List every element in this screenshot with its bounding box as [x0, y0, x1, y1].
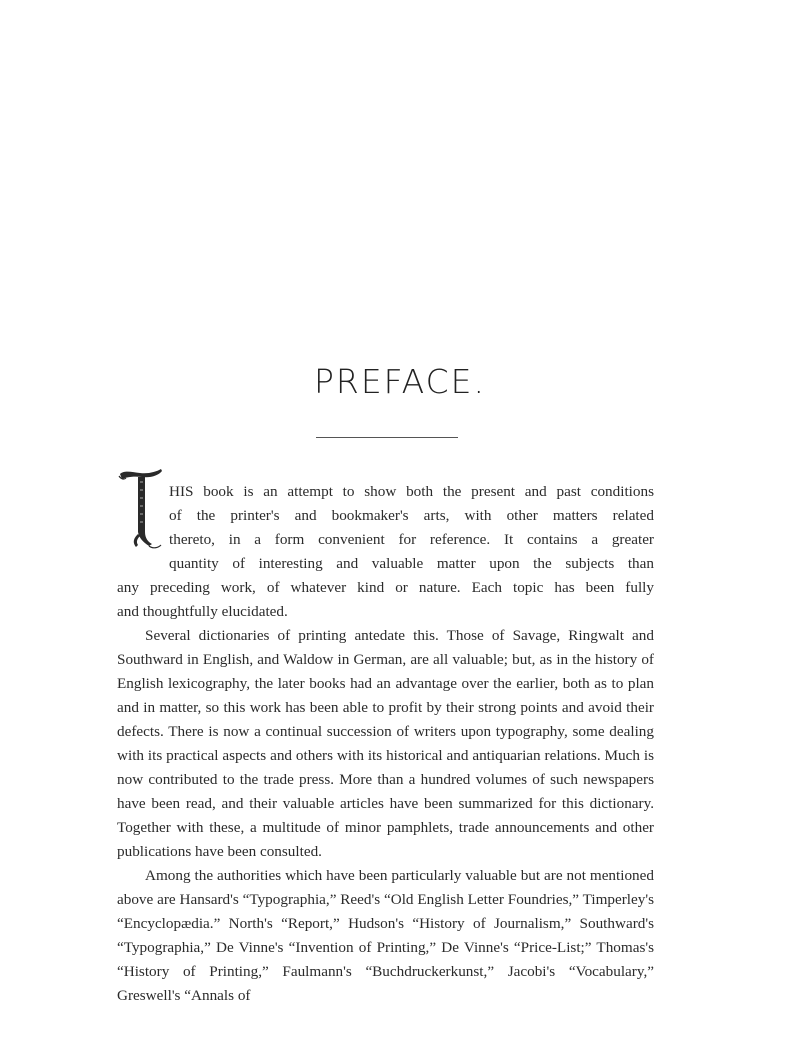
- page-title: PREFACE.: [313, 362, 486, 401]
- text-line: quantity of interesting and valuable matter upon the subjects than: [169, 555, 654, 572]
- text-line: HIS book is an attempt to show both the present and past conditions: [169, 483, 654, 500]
- text-line: any preceding work, of whatever kind or nature. Each topic has been fully: [117, 579, 654, 596]
- paragraph-dictionaries: Several dictionaries of printing antedate this. Those of Savage, Ringwalt and Southward in English, and Waldow in German, are all valuable; but, as in the history of English lexicography, the later books had an advantage over the earlier, both as to plan and in matter, so this work has been able to profit by their strong points and avoid their defects. There is now a continual succession of writers upon typography, some dealing with its practical aspects and others with its historical and antiquarian relations. Much is now contributed to the trade press. More than a hundred volumes of such newspapers have been read, and their valuable articles have been summarized for this dictionary. Together with these, a multitude of minor pamphlets, trade announcements and other publications have been consulted.: [117, 627, 654, 860]
- preface-text: [117, 480, 654, 1008]
- first-paragraph: [117, 480, 654, 624]
- text-line: thereto, in a form convenient for reference. It contains a greater: [169, 531, 654, 548]
- text-line: and thoughtfully elucidated.: [117, 603, 288, 620]
- paragraph-authorities: Among the authorities which have been particularly valuable but are not mentioned above are Hansard's “Typographia,” Reed's “Old English Letter Foundries,” Timperley's “Encyclopædia.” North's “Report,” Hudson's “History of Journalism,” Southward's “Typographia,” De Vinne's “Invention of Printing,” De Vinne's “Price-List;” Thomas's “History of Printing,” Faulmann's “Buchdruckerkunst,” Jacobi's “Vocabulary,” Greswell's “Annals of: [117, 867, 654, 1004]
- title-rule-divider: [316, 437, 458, 438]
- text-line: of the printer's and bookmaker's arts, with other matters related: [169, 507, 654, 524]
